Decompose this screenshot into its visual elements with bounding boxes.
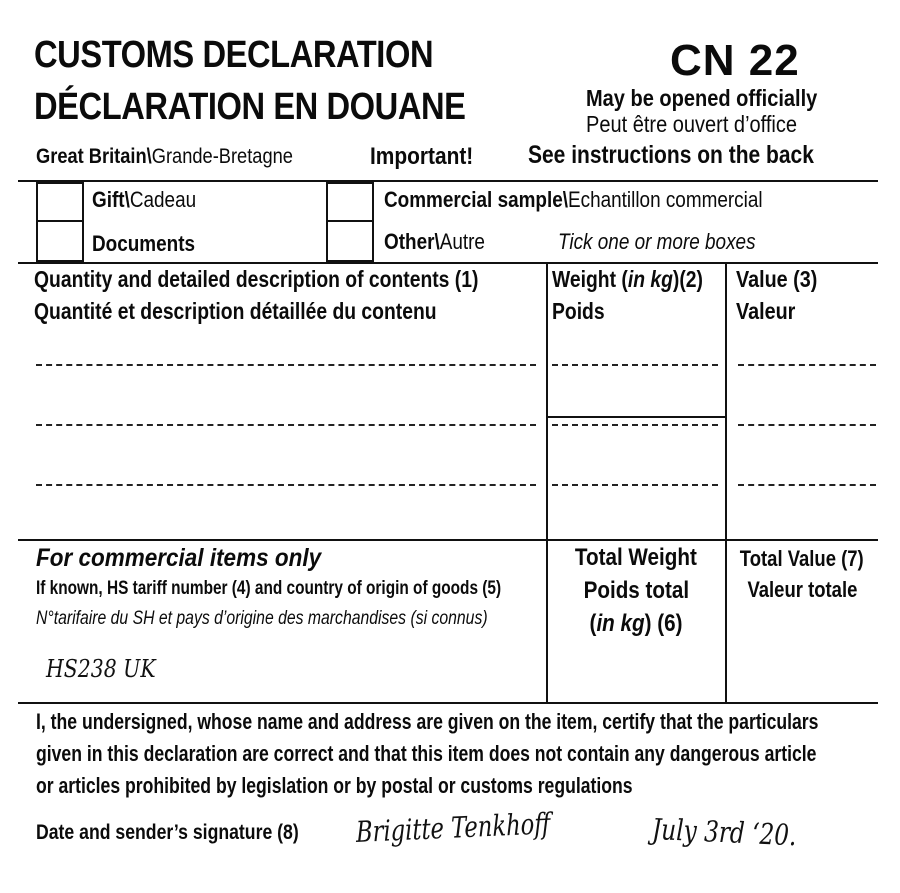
weight-header-close: )(2) <box>672 266 703 292</box>
value-line-3[interactable] <box>738 484 876 486</box>
tick-boxes-hint: Tick one or more boxes <box>558 229 756 254</box>
weight-header-en <box>552 266 732 293</box>
sender-signature[interactable]: Brigitte Tenkhoff <box>355 806 551 849</box>
declaration-line-2: given in this declaration are correct and that this item does not contain any dangerous article <box>36 741 817 766</box>
other-label-en: Other\ <box>384 229 440 254</box>
country-separator: \ <box>146 145 152 168</box>
see-instructions-label: See instructions on the back <box>528 141 814 169</box>
value-header-fr: Valeur <box>736 298 796 324</box>
commercial-sample-label-fr: Echantillon commercial <box>568 187 763 212</box>
divider-categories <box>18 262 878 264</box>
hs-tariff-label-fr: N°tarifaire du SH et pays d’origine des marchandises (si connus) <box>36 608 488 629</box>
divider-header <box>18 180 878 182</box>
total-weight-unit-close: ) (6) <box>644 610 683 637</box>
declaration-line-3: or articles prohibited by legislation or by postal or customs regulations <box>36 773 633 798</box>
contents-line-2[interactable] <box>36 424 536 426</box>
commercial-sample-checkbox[interactable] <box>326 182 374 222</box>
gift-label-en: Gift\ <box>92 187 130 212</box>
total-weight-label-fr: Poids total <box>583 577 689 604</box>
signature-date[interactable]: July 3rd ‘20. <box>651 812 797 853</box>
total-weight-label-en: Total Weight <box>575 544 697 571</box>
opened-officially-fr: Peut être ouvert d’office <box>586 111 797 137</box>
gift-checkbox[interactable] <box>36 182 84 222</box>
declaration-line-1: I, the undersigned, whose name and address are given on the item, certify that the particulars <box>36 709 819 734</box>
weight-header-unit: in kg <box>627 266 673 292</box>
documents-checkbox[interactable] <box>36 220 84 262</box>
divider-commercial <box>18 702 878 704</box>
weight-line-2[interactable] <box>552 424 718 426</box>
country-en: Great Britain <box>36 145 147 168</box>
form-title-en: CUSTOMS DECLARATION <box>34 34 434 76</box>
value-line-2[interactable] <box>738 424 876 426</box>
signature-label: Date and sender’s signature (8) <box>36 821 299 844</box>
total-weight-unit-open: ( <box>589 610 597 637</box>
contents-description-header-fr: Quantité et description détaillée du contenu <box>34 298 437 324</box>
hs-tariff-value[interactable]: HS238 UK <box>46 655 156 683</box>
contents-description-header-en: Quantity and detailed description of contents (1) <box>34 266 479 292</box>
weight-header-open: Weight ( <box>552 266 628 292</box>
divider-contents <box>18 539 878 541</box>
total-value-label-en: Total Value (7) <box>740 546 864 571</box>
weight-line-1[interactable] <box>552 364 718 366</box>
weight-line-3[interactable] <box>552 484 718 486</box>
total-weight-unit-kg: in kg <box>596 610 645 637</box>
gift-label-fr: Cadeau <box>129 187 197 212</box>
other-label-fr: Autre <box>439 229 485 254</box>
country-line <box>36 145 331 169</box>
commercial-sample-label <box>384 187 824 213</box>
weight-row-mark <box>546 416 726 418</box>
country-fr: Grande-Bretagne <box>151 145 293 168</box>
other-label <box>384 229 501 255</box>
commercial-items-heading: For commercial items only <box>36 544 322 572</box>
other-checkbox[interactable] <box>326 220 374 262</box>
weight-header-fr: Poids <box>552 298 605 324</box>
total-weight-unit <box>546 610 726 638</box>
value-header-en: Value (3) <box>736 266 818 292</box>
total-value-label-fr: Valeur totale <box>747 577 857 602</box>
value-line-1[interactable] <box>738 364 876 366</box>
important-label: Important! <box>370 143 474 170</box>
gift-label <box>92 187 213 213</box>
form-code: CN 22 <box>670 36 800 85</box>
opened-officially-en: May be opened officially <box>586 85 818 111</box>
commercial-sample-label-en: Commercial sample\ <box>384 187 569 212</box>
contents-line-3[interactable] <box>36 484 536 486</box>
contents-line-1[interactable] <box>36 364 536 366</box>
hs-tariff-label-en: If known, HS tariff number (4) and country of origin of goods (5) <box>36 578 502 599</box>
form-title-fr: DÉCLARATION EN DOUANE <box>34 86 466 128</box>
documents-label: Documents <box>92 231 196 256</box>
